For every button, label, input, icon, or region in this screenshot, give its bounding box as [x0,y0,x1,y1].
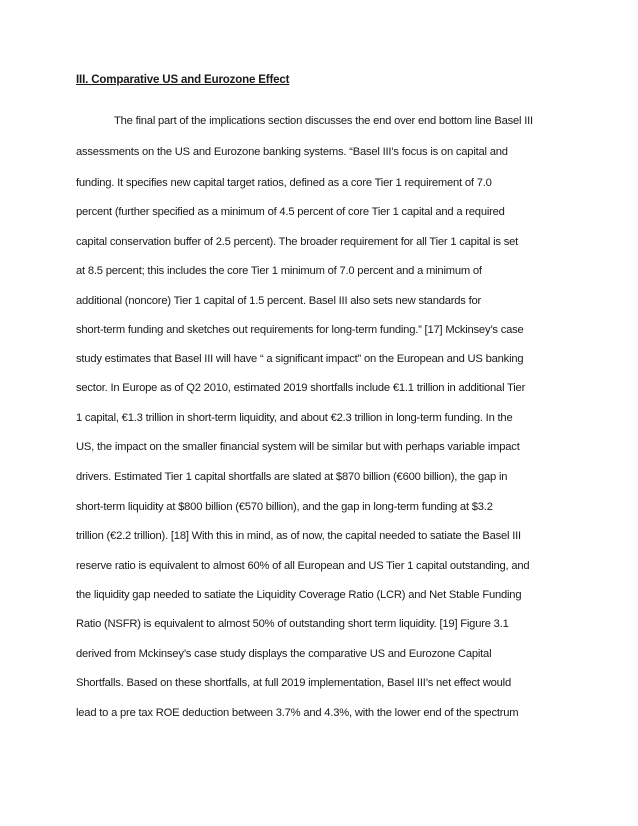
paragraph-line: assessments on the US and Eurozone banking systems. “Basel III’s focus is on capital and [76,146,508,158]
paragraph-line: derived from Mckinsey’s case study displays the comparative US and Eurozone Capital [76,648,492,660]
paragraph-line: reserve ratio is equivalent to almost 60% of all European and US Tier 1 capital outstanding, and [76,560,530,572]
paragraph-line: study estimates that Basel III will have “ a significant impact” on the European and US banking [76,353,524,365]
paragraph-line: short-term funding and sketches out requirements for long-term funding.” [17] Mckinsey’s case [76,324,524,336]
paragraph-line: The final part of the implications section discusses the end over end bottom line Basel III [114,115,533,127]
paragraph-line: at 8.5 percent; this includes the core Tier 1 minimum of 7.0 percent and a minimum of [76,265,482,277]
paragraph-line: Ratio (NSFR) is equivalent to almost 50% of outstanding short term liquidity. [19] Figure 3.1 [76,618,509,630]
paragraph-line: short-term liquidity at $800 billion (€570 billion), and the gap in long-term funding at $3.2 [76,501,493,513]
paragraph-line: sector. In Europe as of Q2 2010, estimated 2019 shortfalls include €1.1 trillion in additional Tier [76,382,526,394]
paragraph-line: capital conservation buffer of 2.5 percent). The broader requirement for all Tier 1 capital is set [76,236,519,248]
section-heading: III. Comparative US and Eurozone Effect [76,74,290,86]
paragraph-line: trillion (€2.2 trillion). [18] With this in mind, as of now, the capital needed to satiate the Basel III [76,530,521,542]
paragraph-line: additional (noncore) Tier 1 capital of 1.5 percent. Basel III also sets new standards for [76,295,482,307]
paragraph-line: Shortfalls. Based on these shortfalls, at full 2019 implementation, Basel III’s net effect would [76,677,511,689]
paragraph-line: US, the impact on the smaller financial system will be similar but with perhaps variable impact [76,441,520,453]
paragraph-line: the liquidity gap needed to satiate the Liquidity Coverage Ratio (LCR) and Net Stable Funding [76,589,522,601]
paragraph-line: funding. It specifies new capital target ratios, defined as a core Tier 1 requirement of 7.0 [76,177,492,189]
paragraph-line: 1 capital, €1.3 trillion in short-term liquidity, and about €2.3 trillion in long-term funding. In the [76,412,513,424]
paragraph-line: lead to a pre tax ROE deduction between 3.7% and 4.3%, with the lower end of the spectrum [76,707,519,719]
paragraph-line: drivers. Estimated Tier 1 capital shortfalls are slated at $870 billion (€600 billion), the gap in [76,471,508,483]
paragraph-line: percent (further specified as a minimum of 4.5 percent of core Tier 1 capital and a required [76,206,505,218]
